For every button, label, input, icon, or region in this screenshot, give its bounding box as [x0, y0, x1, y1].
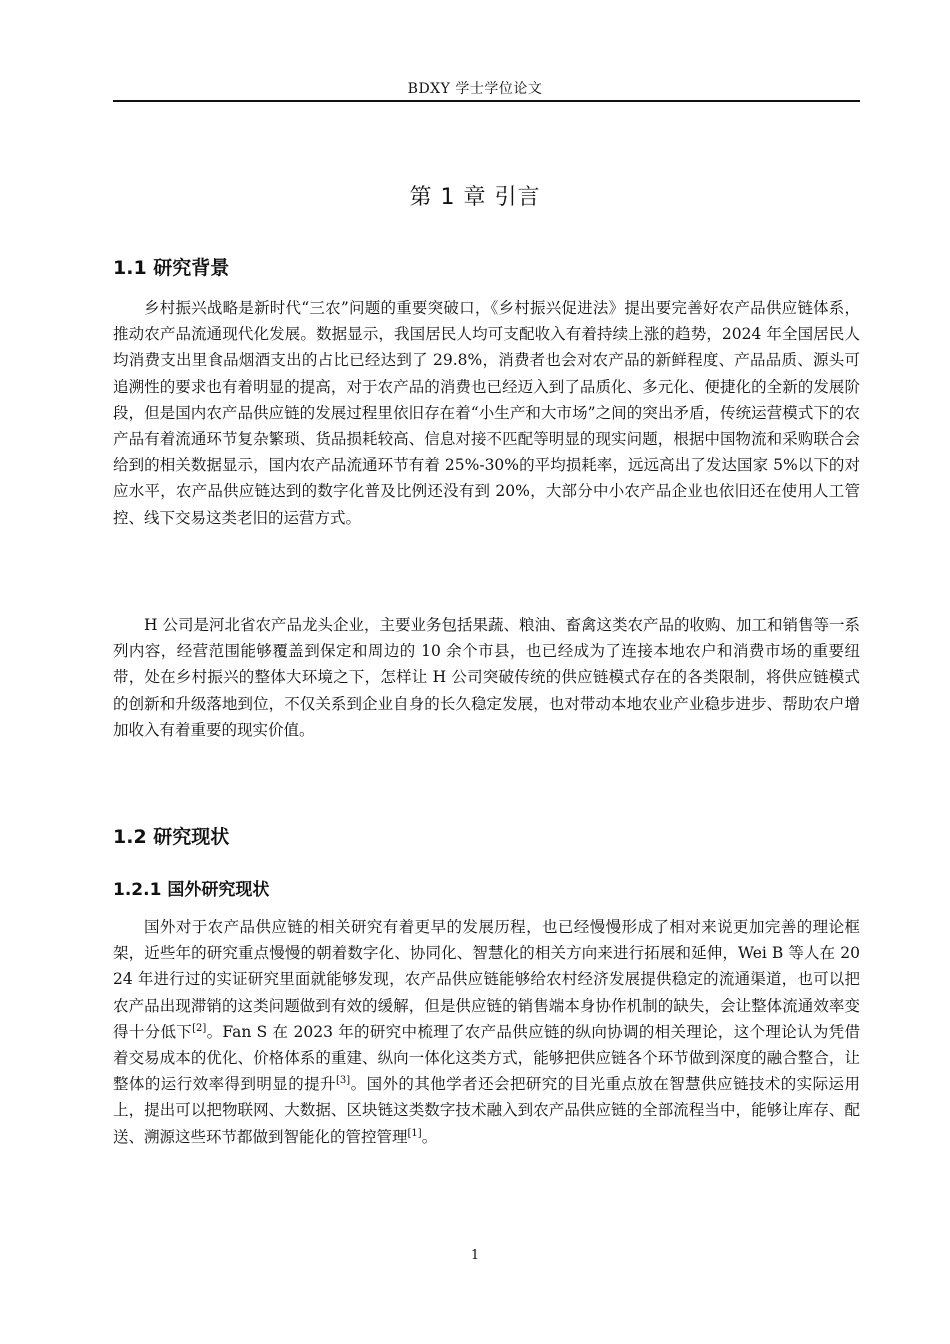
paragraph-text-part-1: 国外对于农产品供应链的相关研究有着更早的发展历程，也已经慢慢形成了相对来说更加完善的理论框架，近些年的研究重点慢慢的朝着数字化、协同化、智慧化的相关方向来进行拓展和延伸，Wei B 等人在 2024 年进行过的实证研究里面就能够发现，农产品供应链能够给农村经济发展提供稳定的流通渠道，也可以把农产品出现滞销的这类问题做到有效的缓解，但是供应链的销售端本身协作机制的缺失，会让整体流通效率变得十分低下 [113, 918, 860, 1041]
paragraph-text-part-3: 。国外的其他学者还会把研究的目光重点放在智慧供应链技术的实际运用上，提出可以把物联网、大数据、区块链这类数字技术融入到农产品供应链的全部流程当中，能够让库存、配送、溯源这些环节都做到智能化的管控管理 [113, 1075, 860, 1146]
header-rule [113, 100, 860, 102]
section-heading-background: 1.1 研究背景 [113, 257, 230, 279]
page-number: 1 [470, 1248, 480, 1263]
citation-ref: [1] [407, 1127, 422, 1139]
paragraph-background-1: 乡村振兴战略是新时代“三农”问题的重要突破口，《乡村振兴促进法》提出要完善好农产品供应链体系，推动农产品流通现代化发展。数据显示，我国居民人均可支配收入有着持续上涨的趋势，2024 年全国居民人均消费支出里食品烟酒支出的占比已经达到了 29.8%，消费者也会对农产品的新鲜程度、产品品质、源头可追溯性的要求也有着明显的提高，对于农产品的消费也已经迈入到了品质化、多元化、便捷化的全新的发展阶段，但是国内农产品供应链的发展过程里依旧存在着“小生产和大市场”之间的突出矛盾，传统运营模式下的农产品有着流通环节复杂繁琐、货品损耗较高、信息对接不匹配等明显的现实问题，根据中国物流和采购联合会给到的相关数据显示，国内农产品流通环节有着 25%-30%的平均损耗率，远远高出了发达国家 5%以下的对应水平，农产品供应链达到的数字化普及比例还没有到 20%，大部分中小农产品企业也依旧还在使用人工管控、线下交易这类老旧的运营方式。 [113, 299, 860, 527]
subsection-heading-foreign: 1.2.1 国外研究现状 [113, 880, 270, 900]
running-header: BDXY 学士学位论文 [407, 81, 543, 97]
paragraph-background-2: H 公司是河北省农产品龙头企业，主要业务包括果蔬、粮油、畜禽这类农产品的收购、加工和销售等一系列内容，经营范围能够覆盖到保定和周边的 10 余个市县，也已经成为了连接本地农户和消费市场的重要纽带，处在乡村振兴的整体大环境之下，怎样让 H 公司突破传统的供应链模式存在的各类限制，将供应链模式的创新和升级落地到位，不仅关系到企业自身的长久稳定发展，也对带动本地农业产业稳步进步、帮助农户增加收入有着重要的现实价值。 [113, 616, 860, 739]
citation-ref: [3] [336, 1075, 351, 1087]
citation-ref: [2] [192, 1022, 207, 1034]
chapter-title: 第 1 章 引言 [409, 185, 541, 210]
section-heading-status: 1.2 研究现状 [113, 826, 230, 848]
paragraph-foreign-research [113, 914, 860, 1150]
paragraph-text-part-2: 。Fan S 在 2023 年的研究中梳理了农产品供应链的纵向协调的相关理论，这个理论认为凭借着交易成本的优化、价格体系的重建、纵向一体化这类方式，能够把供应链各个环节做到深度的融合整合，让整体的运行效率得到明显的提升 [113, 1022, 860, 1094]
paragraph-text-part-4: 。 [421, 1127, 438, 1146]
